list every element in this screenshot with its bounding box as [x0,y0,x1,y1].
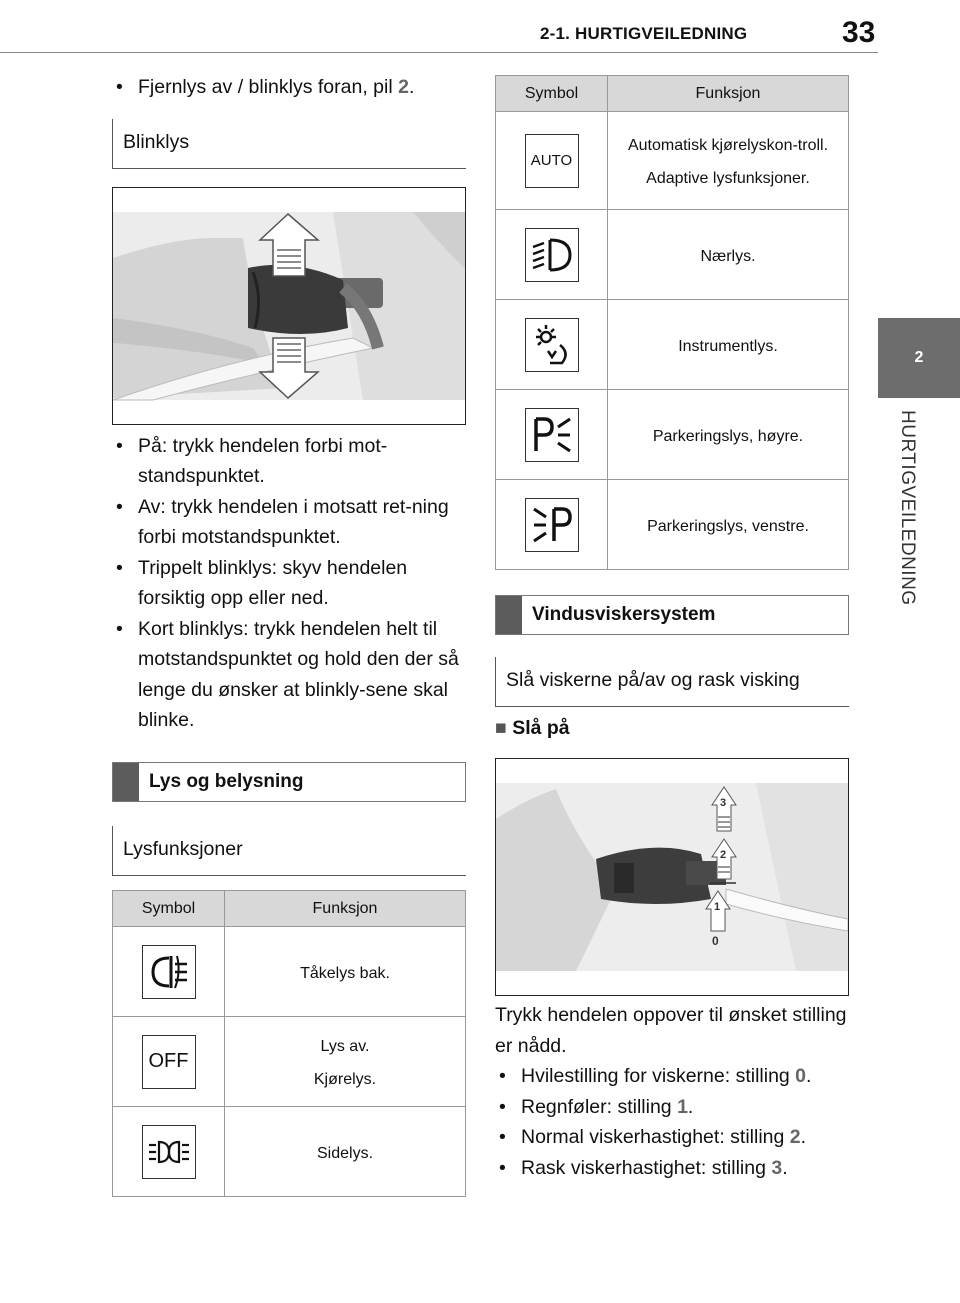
instrument-lighting-icon [525,318,579,372]
column-header: Funksjon [608,76,849,112]
table-row [496,210,849,300]
left-column-lower [112,762,466,1197]
table-row [496,480,849,570]
left-column [112,72,466,736]
wiper-heading: Slå viskerne på/av og rask visking [495,657,849,707]
function-text: Parkeringslys, høyre. [652,427,804,445]
section-title: Vindusviskersystem [532,604,716,625]
sla-pa-label: Slå på [512,717,570,739]
table-row [113,927,466,1017]
list-item: • Kort blinklys: trykk hendelen helt til motstandspunktet og hold den der så lenge du ønsker at blinkly-sene skal blinke. [112,614,466,736]
right-column [495,75,849,1183]
chapter-tab [878,318,960,398]
position-number: 1 [677,1095,688,1118]
low-beam-icon [525,228,579,282]
function-text: Instrumentlys. [678,337,778,355]
column-header: Funksjon [225,891,466,927]
chapter-number: 2 [914,349,924,366]
list-item: • Normal viskerhastighet: stilling 2. [495,1122,849,1153]
blinklys-heading: Blinklys [112,119,466,169]
section-header: 2-1. HURTIGVEILEDNING [540,24,748,43]
sla-pa-heading [495,717,849,740]
page-number: 33 [842,16,876,49]
lever-illustration-svg [113,188,465,424]
list-item: • Hvilestilling for viskerne: stilling 0. [495,1061,849,1092]
wiper-lever-illustration [495,758,849,996]
section-bar [496,596,522,634]
table-row [496,112,849,210]
header-rule [0,52,878,53]
section-vindusviskersystem [495,595,849,635]
function-text: Parkeringslys, venstre. [647,517,809,535]
parking-light-left-icon [525,498,579,552]
table-row [496,390,849,480]
light-functions-table [112,890,466,1197]
function-text: Adaptive lysfunksjoner. [646,170,810,187]
turn-signal-lever-illustration [112,187,466,425]
list-item: • Rask viskerhastighet: stilling 3. [495,1153,849,1184]
lysfunksjoner-heading: Lysfunksjoner [112,826,466,876]
position-number: 2 [789,1126,801,1148]
section-bar [113,763,139,801]
wiper-body-text: Trykk hendelen oppover til ønsket stilling er nådd. [495,1004,847,1057]
arrow-number: 2 [398,76,409,98]
section-lys-og-belysning [112,762,466,802]
function-text: Lys av. [320,1038,370,1055]
list-item: • Trippelt blinklys: skyv hendelen forsiktig opp eller ned. [112,553,466,614]
section-title: Lys og belysning [149,771,304,792]
function-text: Sidelys. [316,1144,374,1162]
square-marker: ■ [495,717,507,739]
wiper-illustration-svg [496,759,848,995]
list-item: • Regnføler: stilling 1. [495,1092,849,1123]
position-number: 3 [771,1156,783,1179]
wiper-position-label: 2 [720,849,727,861]
table-row [113,1017,466,1107]
function-text: Tåkelys bak. [300,964,390,982]
table-row [496,300,849,390]
off-icon: OFF [142,1035,196,1089]
intro-bullet: • Fjernlys av / blinklys foran, pil 2. [112,72,466,103]
wiper-position-label: 1 [714,901,721,913]
wiper-position-label: 0 [712,934,719,948]
blinklys-list [112,431,466,736]
chapter-label: HURTIGVEILEDNING [897,410,918,606]
position-number: 0 [795,1065,807,1087]
wiper-list [495,1061,849,1183]
table-header-row [496,76,849,112]
list-item: • På: trykk hendelen forbi mot-standspunktet. [112,431,466,492]
light-functions-table-continued [495,75,849,570]
wiper-position-label: 3 [720,797,727,809]
function-text: Kjørelys. [313,1071,377,1088]
list-item: • Av: trykk hendelen i motsatt ret-ning forbi motstandspunktet. [112,492,466,553]
column-header: Symbol [496,76,608,112]
table-row [113,1107,466,1197]
rear-fog-light-icon [142,945,196,999]
parking-light-right-icon [525,408,579,462]
side-lights-icon [142,1125,196,1179]
function-text: Nærlys. [700,247,756,265]
auto-icon: AUTO [525,134,579,188]
bullet-text: Fjernlys av / blinklys foran, pil [138,76,399,98]
column-header: Symbol [113,891,225,927]
table-header-row [113,891,466,927]
function-text: Automatisk kjørelyskon-troll. [627,137,829,154]
